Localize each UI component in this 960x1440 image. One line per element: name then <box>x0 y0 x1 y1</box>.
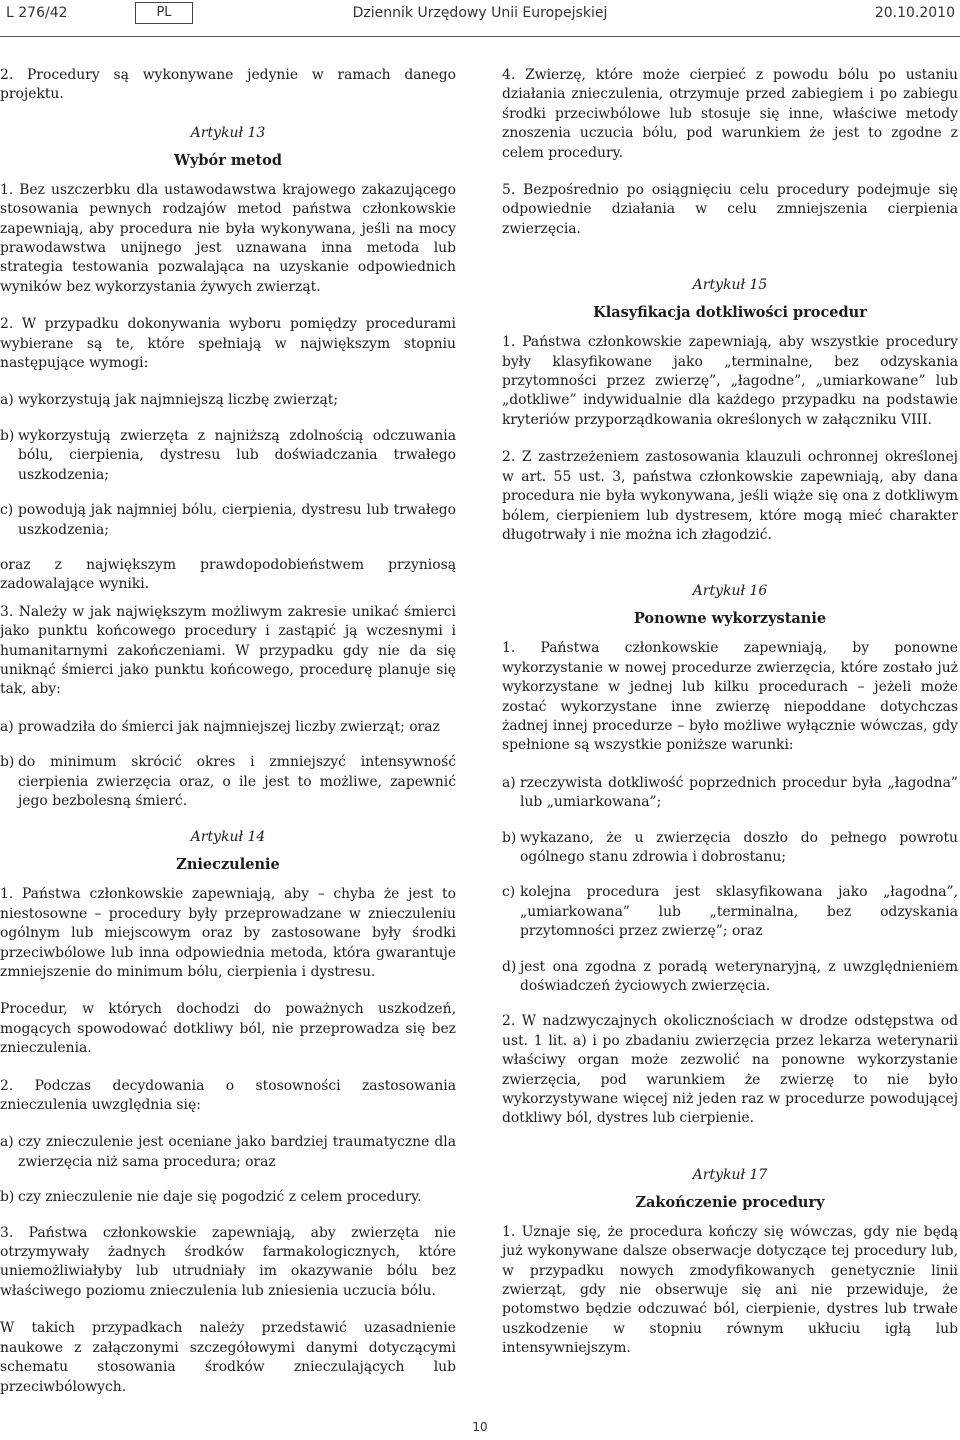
list-text: wykorzystują zwierzęta z najniższą zdolnością odczuwania bólu, cierpienia, dystresu lub doświadczania trwałego uszkodzenia; <box>18 427 456 483</box>
list-label: c) <box>502 884 516 901</box>
article-title: Klasyfikacja dotkliwości procedur <box>593 304 867 322</box>
list-text: prowadziła do śmierci jak najmniejszej liczby zwierząt; oraz <box>18 718 440 735</box>
list-label: b) <box>0 1189 15 1206</box>
paragraph: 2. W przypadku dokonywania wyboru pomiędzy procedurami wybierane są te, które spełniają w największym stopniu następujące wymogi: <box>0 316 456 372</box>
list-item <box>502 829 958 868</box>
paragraph: 1. Państwa członkowskie zapewniają, by ponowne wykorzystanie w nowej procedurze zwierzęcia, które zostało już wykorzystane w jednej lub kilku procedurach – jeżeli może zostać wykorzystane inne zwierzę niepoddane dotychczas żadnej innej procedurze – było możliwe wyłącznie wówczas, gdy spełnione są wszystkie poniższe warunki: <box>502 640 958 754</box>
article-number: Artykuł 14 <box>190 829 266 846</box>
list-label: b) <box>502 829 517 846</box>
list-item <box>502 774 958 813</box>
list-label: a) <box>0 718 14 735</box>
publication-date: 20.10.2010 <box>874 5 955 21</box>
journal-title: Dziennik Urzędowy Unii Europejskiej <box>352 5 608 21</box>
list-item <box>502 883 958 941</box>
paragraph: 5. Bezpośrednio po osiągnięciu celu procedury podejmuje się odpowiednie działania w celu zmniejszenia cierpienia zwierzęcia. <box>502 182 958 237</box>
paragraph: 2. Procedury są wykonywane jedynie w ramach danego projektu. <box>0 67 456 103</box>
list-label: b) <box>0 754 15 771</box>
article-title: Wybór metod <box>174 151 282 169</box>
list-label: b) <box>0 427 15 444</box>
paragraph: oraz z największym prawdopodobieństwem przyniosą zadowalające wyniki. <box>0 556 456 593</box>
list-item <box>0 427 456 485</box>
paragraph: 2. W nadzwyczajnych okolicznościach w drodze odstępstwa od ust. 1 lit. a) i po zbadaniu zwierzęcia przez lekarza weterynarii właściwy organ może zezwolić na ponowne wykorzystanie zwierzęcia, pod warunkiem że zwierzę to nie było wykorzystywane więcej niż jeden raz w procedurze powodującej dotkliwy ból, dystres lub cierpienie. <box>502 1013 958 1127</box>
article-title: Znieczulenie <box>176 856 280 874</box>
list-text: kolejna procedura jest sklasyfikowana jako „łagodna”, „umiarkowana” lub „terminalna, bez odzyskania przytomności przez zwierzę”; oraz <box>520 884 958 940</box>
article-number: Artykuł 16 <box>692 583 768 600</box>
list-text: czy znieczulenie jest oceniane jako bardziej traumatyczne dla zwierzęcia niż sama procedura; oraz <box>18 1134 456 1170</box>
header-rule <box>0 36 960 37</box>
right-column <box>502 66 958 1377</box>
paragraph: 1. Uznaje się, że procedura kończy się wówczas, gdy nie będą już wykonywane dalsze obserwacje dotyczące tej procedury lub, w przypadku nowych zmodyfikowanych genetycznie linii zwierząt, gdy nie obserwuje się ani nie przewiduje, że potomstwo będzie odczuwać ból, cierpienie, dystres lub trwałe uszkodzenie w stopniu równym ukłuciu igłą lub intensywniejszym. <box>502 1223 958 1357</box>
spacer <box>502 563 958 581</box>
list-text: powodują jak najmniej bólu, cierpienia, dystresu lub trwałego uszkodzenia; <box>18 502 456 538</box>
list-text: do minimum skrócić okres i zmniejszyć intensywność cierpienia zwierzęcia oraz, o ile jest to możliwe, zapewnić jego bezbolesną śmierć. <box>18 754 456 809</box>
left-column <box>0 66 456 1415</box>
paragraph: 3. Należy w jak największym możliwym zakresie unikać śmierci jako punktu końcowego procedury i zastąpić ją wczesnymi i humanitarnymi zakończeniami. W przypadku gdy nie da się uniknąć śmierci jako punktu końcowego, procedurę planuje się tak, aby: <box>0 603 456 698</box>
paragraph: 3. Państwa członkowskie zapewniają, aby zwierzęta nie otrzymywały żadnych środków farmakologicznych, które uniemożliwiałyby lub utrudniały im okazywanie bólu bez właściwego poziomu znieczulenia lub zniesienia uczucia bólu. <box>0 1224 456 1299</box>
paragraph: Procedur, w których dochodzi do poważnych uszkodzeń, mogących spowodować dotkliwy ból, nie przeprowadza się bez znieczulenia. <box>0 1001 456 1057</box>
list-text: jest ona zgodna z poradą weterynaryjną, z uwzględnieniem doświadczeń życiowych zwierzęcia. <box>520 958 958 994</box>
list-item <box>0 753 456 811</box>
list-item <box>0 1133 456 1172</box>
list-item <box>0 1188 456 1207</box>
article-number: Artykuł 17 <box>692 1166 768 1183</box>
paragraph: W takich przypadkach należy przedstawić uzasadnienie naukowe z załączonymi szczegółowymi danymi dotyczącymi schematu stosowania środków znieczulających lub przeciwbólowych. <box>0 1320 456 1395</box>
paragraph: 1. Państwa członkowskie zapewniają, aby – chyba że jest to niestosowne – procedury były przeprowadzane w znieczuleniu ogólnym lub miejscowym oraz by zastosowane były środki przeciwbólowe lub inna odpowiednia metoda, która gwarantuje zmniejszenie do minimum bólu, cierpienia i dystresu. <box>0 886 456 980</box>
list-label: a) <box>0 392 14 409</box>
paragraph: 1. Bez uszczerbku dla ustawodawstwa krajowego zakazującego stosowania pewnych rodzajów metod państwa członkowskie zapewniają, aby procedura nie była wykonywana, jeśli na mocy prawodawstwa unijnego jest uznawana inna metoda lub strategia testowania pozwalająca na uzyskanie odpowiednich wyników bez wykorzystania żywych zwierząt. <box>0 181 456 295</box>
list-item <box>0 391 456 410</box>
paragraph: 1. Państwa członkowskie zapewniają, aby wszystkie procedury były klasyfikowane jako „terminalne, bez odzyskania przytomności przez zwierzę”, „łagodne”, „umiarkowane” lub „dotkliwe” indywidualnie dla każdego przypadku na podstawie kryteriów przyporządkowania określonych w załączniku VIII. <box>502 334 958 428</box>
spacer <box>502 1147 958 1165</box>
page-reference: L 276/42 <box>6 5 68 21</box>
paragraph: 2. Podczas decydowania o stosowności zastosowania znieczulenia uwzględnia się: <box>0 1077 456 1114</box>
paragraph: 2. Z zastrzeżeniem zastosowania klauzuli ochronnej określonej w art. 55 ust. 3, państwa członkowskie zapewniają, aby dana procedura nie była wykonywana, jeśli wiąże się ona z dotkliwym bólem, cierpieniem lub dystresem, które mogą mieć charakter długotrwały i nie można ich złagodzić. <box>502 449 958 543</box>
article-number: Artykuł 15 <box>692 277 768 294</box>
list-text: rzeczywista dotkliwość poprzednich procedur była „łagodna” lub „umiarkowana”; <box>520 774 958 811</box>
spacer <box>502 257 958 275</box>
list-label: a) <box>0 1134 14 1151</box>
article-title: Zakończenie procedury <box>635 1193 825 1211</box>
list-label: a) <box>502 774 516 791</box>
article-title: Ponowne wykorzystanie <box>633 610 827 628</box>
page-header <box>0 0 960 40</box>
paragraph: 4. Zwierzę, które może cierpieć z powodu bólu po ustaniu działania znieczulenia, otrzymuje przed zabiegiem i po zabiegu środki przeciwbólowe lub stosuje się inne, właściwe metody znoszenia uczucia bólu, pod warunkiem że jest to zgodne z celem procedury. <box>502 67 958 161</box>
article-number: Artykuł 13 <box>190 124 266 141</box>
list-item <box>0 501 456 540</box>
list-text: wykorzystują jak najmniejszą liczbę zwierząt; <box>18 392 339 409</box>
list-text: czy znieczulenie nie daje się pogodzić z celem procedury. <box>18 1189 422 1206</box>
language-badge: PL <box>135 2 193 24</box>
page-number: 10 <box>472 1420 488 1434</box>
list-item <box>0 718 456 737</box>
list-text: wykazano, że u zwierzęcia doszło do pełnego powrotu ogólnego stanu zdrowia i dobrostanu; <box>520 829 958 865</box>
list-item <box>502 958 958 997</box>
list-label: c) <box>0 502 14 519</box>
list-label: d) <box>502 958 517 975</box>
